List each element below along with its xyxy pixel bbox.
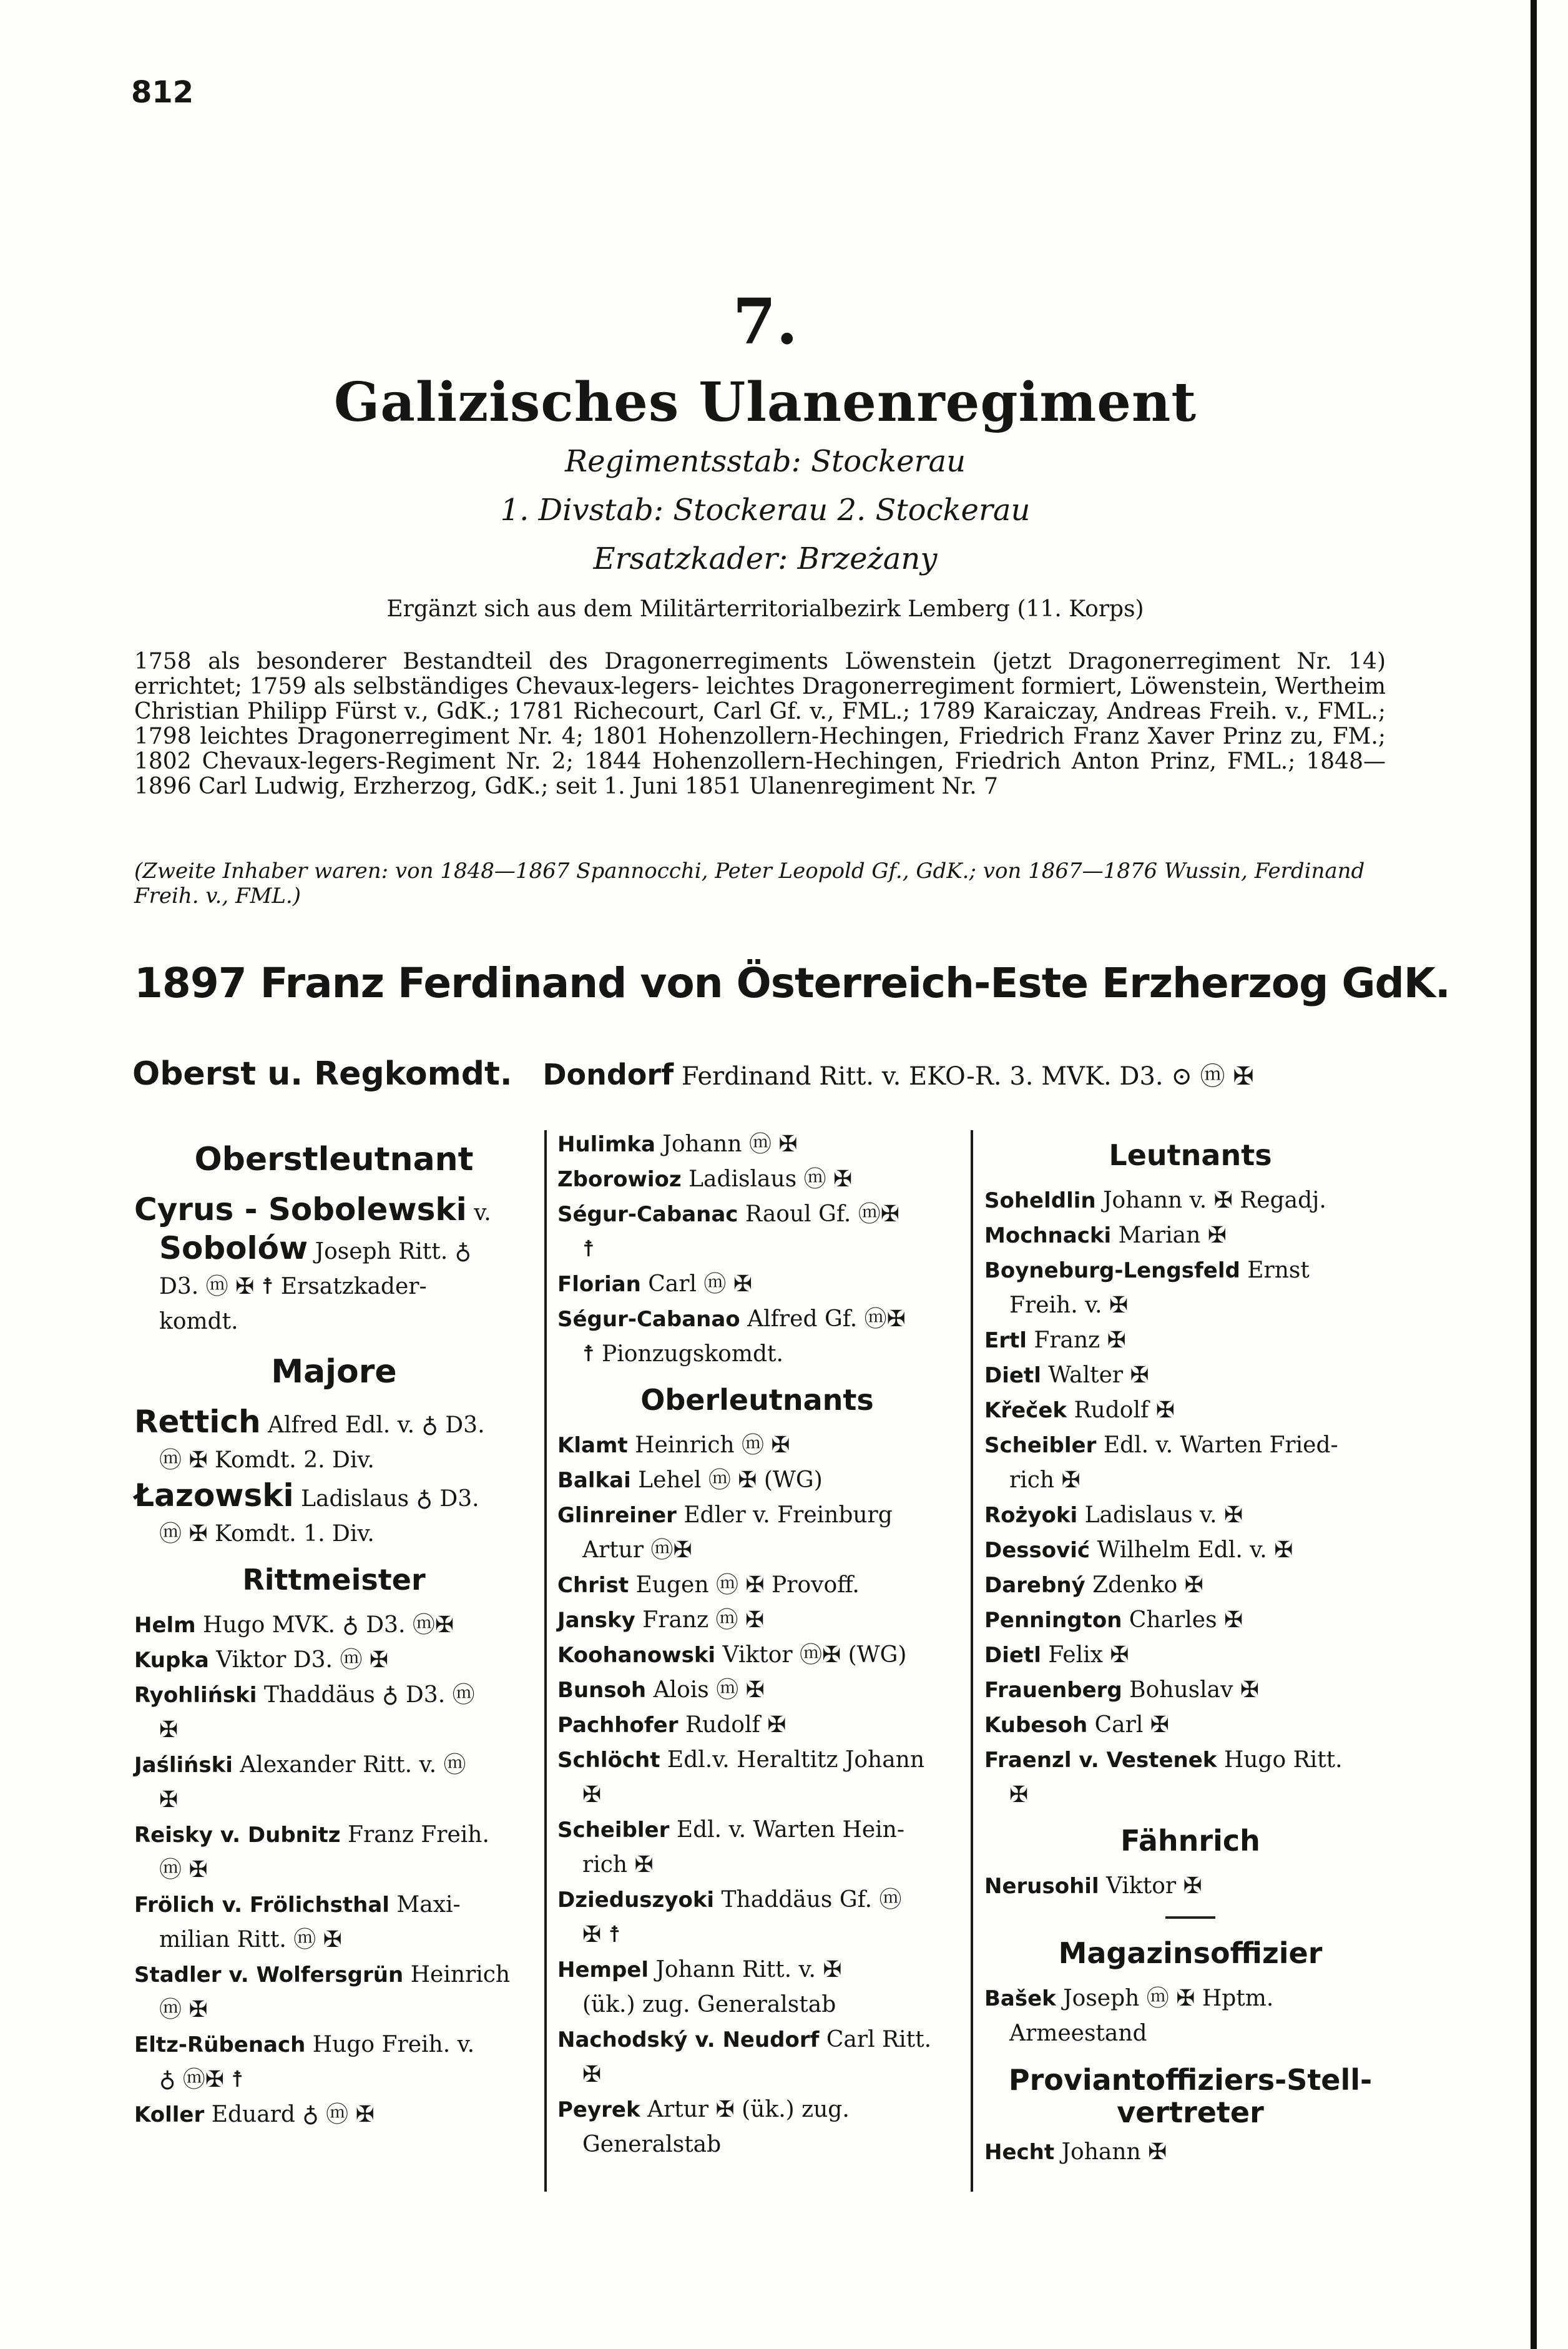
list-entry-continuation xyxy=(557,1232,957,1267)
list-entry xyxy=(557,1708,957,1743)
officer-details: Raoul Gf. ⓜ✠ xyxy=(738,1201,899,1227)
section-divider-rule xyxy=(1165,1916,1215,1919)
officer-surname: Pachhofer xyxy=(557,1713,679,1738)
officer-surname: Schlöcht xyxy=(557,1748,660,1773)
officer-surname: Ségur-Cabanac xyxy=(557,1202,738,1227)
list-entry xyxy=(557,1162,957,1197)
regiment-header xyxy=(0,275,1531,632)
history-paragraph xyxy=(134,649,1386,799)
officer-surname: Dietl xyxy=(984,1363,1041,1388)
list-entry xyxy=(134,1748,534,1783)
officer-surname: Klamt xyxy=(557,1433,628,1458)
officer-details: ✠ xyxy=(582,1782,602,1808)
list-entry-continuation xyxy=(557,1987,957,2022)
officer-surname: Dietl xyxy=(984,1643,1041,1668)
list-entry xyxy=(984,2135,1396,2170)
officer-surname: Christ xyxy=(557,1573,629,1598)
list-entry-continuation xyxy=(134,1231,534,1269)
officer-surname: Boyneburg-Lengsfeld xyxy=(984,1258,1240,1283)
officer-surname: Reisky v. Dubnitz xyxy=(134,1823,341,1848)
officer-details: ⓜ ✠ xyxy=(159,1997,208,2022)
officer-surname: Nerusohil xyxy=(984,1874,1099,1899)
officer-surname: Ségur-Cabanao xyxy=(557,1307,740,1332)
section-title-proviant xyxy=(984,2064,1396,2129)
list-entry-continuation xyxy=(134,1443,534,1478)
list-entry xyxy=(557,1743,957,1778)
list-entry xyxy=(984,1743,1396,1778)
column-divider-2 xyxy=(971,1130,973,2192)
section-title-proviant-line2: vertreter xyxy=(1117,2095,1264,2129)
list-entry xyxy=(557,1463,957,1498)
officer-surname: Kubesoh xyxy=(984,1713,1088,1738)
officer-surname: Dzieduszyoki xyxy=(557,1888,715,1913)
list-entry xyxy=(984,1183,1396,1218)
list-proviant xyxy=(984,2135,1396,2170)
officer-details: Bohuslav ✠ xyxy=(1122,1677,1260,1703)
officer-details: komdt. xyxy=(159,1309,238,1334)
list-entry xyxy=(557,1197,957,1232)
list-entry xyxy=(984,1568,1396,1603)
officer-details: Rudolf ✠ xyxy=(1067,1397,1175,1423)
list-entry-continuation xyxy=(134,1783,534,1818)
oberst-surname: Dondorf xyxy=(542,1058,674,1091)
officer-details: Wilhelm Edl. v. ✠ xyxy=(1090,1537,1293,1563)
officer-surname: Frölich v. Frölichsthal xyxy=(134,1893,390,1918)
section-title-proviant-line1: Proviantoffiziers-Stell- xyxy=(1008,2063,1373,2097)
list-entry xyxy=(984,1981,1396,2016)
list-entry xyxy=(557,1883,957,1918)
list-entry xyxy=(984,1673,1396,1708)
officer-surname: Glinreiner xyxy=(557,1503,677,1528)
officer-details: Hugo MVK. ♁ D3. ⓜ✠ xyxy=(195,1612,454,1638)
list-entry xyxy=(134,1643,534,1678)
officer-details: Armeestand xyxy=(1009,2021,1147,2046)
officer-details: Carl Ritt. xyxy=(819,2027,932,2052)
list-entry xyxy=(984,1498,1396,1533)
officer-surname: Hulimka xyxy=(557,1132,655,1157)
column-2 xyxy=(557,1127,957,2162)
list-entry xyxy=(984,1393,1396,1428)
officer-details: D3. ⓜ ✠ ☨ Ersatzkader- xyxy=(159,1274,427,1299)
officer-details: ✠ ☨ xyxy=(582,1922,621,1948)
officer-details: Alfred Edl. v. ♁ D3. xyxy=(260,1412,485,1438)
officer-details: Carl ✠ xyxy=(1087,1712,1169,1738)
officer-details: ♁ ⓜ✠ ☨ xyxy=(159,2067,243,2092)
officer-details: Ladislaus ⓜ ✠ xyxy=(681,1166,853,1192)
officer-details: Felix ✠ xyxy=(1041,1642,1129,1668)
officer-details: Zdenko ✠ xyxy=(1085,1572,1203,1598)
officer-details: Franz ⓜ ✠ xyxy=(635,1607,765,1633)
list-entry-continuation xyxy=(557,1778,957,1813)
page-edge-border xyxy=(1531,0,1537,2349)
list-leutnants xyxy=(984,1183,1396,1813)
officer-details: Heinrich ⓜ ✠ xyxy=(627,1432,790,1458)
officer-details: milian Ritt. ⓜ ✠ xyxy=(159,1927,342,1953)
officer-surname: Zborowioz xyxy=(557,1167,682,1192)
officer-details: Thaddäus ♁ D3. ⓜ xyxy=(257,1682,475,1708)
officer-details: Artur ⓜ✠ xyxy=(582,1537,692,1563)
officer-details: Viktor D3. ⓜ ✠ xyxy=(208,1647,389,1673)
regiment-number: 7. xyxy=(732,285,798,358)
officer-details: ☨ xyxy=(582,1236,595,1262)
officer-details: Carl ⓜ ✠ xyxy=(640,1271,753,1297)
list-entry xyxy=(134,1608,534,1643)
officer-surname: Jaśliński xyxy=(134,1753,233,1778)
column-3 xyxy=(984,1127,1396,2170)
officer-details: ✠ xyxy=(1009,1782,1029,1808)
officer-surname: Darebný xyxy=(984,1573,1085,1598)
regiment-title: Galizisches Ulanenregiment xyxy=(333,371,1197,434)
list-oberleutnants xyxy=(557,1428,957,2162)
officer-surname: Fraenzl v. Vestenek xyxy=(984,1748,1217,1773)
officer-details: (ük.) zug. Generalstab xyxy=(582,1992,836,2017)
officer-surname: Soheldlin xyxy=(984,1188,1096,1213)
list-entry-continuation xyxy=(984,2016,1396,2051)
officer-details: Johann ⓜ ✠ xyxy=(655,1131,798,1157)
officer-surname: Hecht xyxy=(984,2140,1055,2165)
officer-details: Edler v. Freinburg xyxy=(676,1502,893,1528)
officer-details: Johann v. ✠ Regadj. xyxy=(1095,1188,1326,1213)
officer-surname: Kupka xyxy=(134,1648,209,1673)
column-divider-1 xyxy=(544,1130,547,2192)
list-entry-continuation xyxy=(557,2057,957,2092)
list-entry-continuation xyxy=(134,1269,534,1304)
officer-details: Hugo Ritt. xyxy=(1217,1747,1343,1773)
list-entry-continuation xyxy=(134,2062,534,2097)
officer-details: Walter ✠ xyxy=(1041,1362,1149,1388)
officer-details: Alois ⓜ ✠ xyxy=(646,1677,765,1703)
officer-details: Alexander Ritt. v. ⓜ xyxy=(232,1752,466,1778)
list-magazinsoffizier xyxy=(984,1981,1396,2051)
officer-details: Artur ✠ (ük.) zug. xyxy=(640,2097,850,2122)
officer-details: Hugo Freih. v. xyxy=(305,2032,475,2057)
list-entry-continuation xyxy=(134,1517,534,1552)
list-entry-continuation xyxy=(134,1853,534,1888)
officer-surname: Koller xyxy=(134,2102,205,2127)
officer-surname: Sobolów xyxy=(159,1230,308,1266)
list-entry xyxy=(984,1533,1396,1568)
list-entry xyxy=(134,2027,534,2062)
list-entry xyxy=(984,1253,1396,1288)
officer-surname: Scheibler xyxy=(984,1433,1097,1458)
officer-surname: Pennington xyxy=(984,1608,1122,1633)
section-title-faehnrich: Fähnrich xyxy=(1120,1824,1260,1858)
officer-details: Maxi- xyxy=(389,1892,461,1918)
officer-details: ⓜ ✠ Komdt. 1. Div. xyxy=(159,1521,375,1547)
list-entry xyxy=(557,2092,957,2127)
officer-surname: Dessović xyxy=(984,1538,1090,1563)
officer-details: Franz ✠ xyxy=(1026,1327,1126,1353)
list-entry xyxy=(557,1603,957,1638)
page-number: 812 xyxy=(131,75,194,110)
officer-details: Edl.v. Heraltitz Johann xyxy=(660,1747,925,1773)
officer-surname: Rettich xyxy=(134,1404,261,1440)
list-entry-continuation xyxy=(557,1848,957,1883)
list-entry-continuation xyxy=(557,1918,957,1953)
list-rittmeister xyxy=(134,1608,534,2132)
officer-surname: Peyrek xyxy=(557,2097,640,2122)
officer-details: rich ✠ xyxy=(1009,1467,1080,1493)
list-entry-continuation xyxy=(134,1923,534,1958)
officer-details: Marian ✠ xyxy=(1111,1223,1227,1248)
officer-details: Alfred Gf. ⓜ✠ xyxy=(740,1306,906,1332)
officer-surname: Eltz-Rübenach xyxy=(134,2032,306,2057)
officer-details: Franz Freih. xyxy=(340,1822,489,1848)
officer-details: Joseph ⓜ ✠ Hptm. xyxy=(1056,1986,1274,2011)
list-entry xyxy=(134,1478,534,1517)
list-entry-continuation xyxy=(984,1463,1396,1498)
officer-surname: Bunsoh xyxy=(557,1678,647,1703)
list-entry xyxy=(134,1888,534,1923)
regimentsstab: Regimentsstab: Stockerau xyxy=(565,444,966,479)
officer-surname: Koohanowski xyxy=(557,1643,716,1668)
list-entry-continuation xyxy=(557,1533,957,1568)
list-entry-continuation xyxy=(984,1288,1396,1323)
list-entry xyxy=(557,1127,957,1162)
officer-surname: Stadler v. Wolfersgrün xyxy=(134,1962,404,1987)
officer-details: Joseph Ritt. ♁ xyxy=(308,1239,471,1264)
officer-details: ✠ xyxy=(159,1717,179,1743)
list-entry xyxy=(134,1404,534,1443)
officer-details: Thaddäus Gf. ⓜ xyxy=(714,1887,902,1913)
officer-details: Ladislaus ♁ D3. xyxy=(293,1486,479,1512)
oberst-line xyxy=(132,1049,1399,1101)
list-entry-continuation xyxy=(984,1778,1396,1813)
list-entry xyxy=(557,1673,957,1708)
column-1 xyxy=(134,1127,534,2132)
list-entry xyxy=(557,1498,957,1533)
oberst-rank: Oberst u. Regkomdt. xyxy=(132,1055,512,1093)
officer-details: rich ✠ xyxy=(582,1852,654,1878)
list-entry xyxy=(557,1638,957,1673)
officer-details: ☨ Pionzugskomdt. xyxy=(582,1341,783,1367)
list-oberstleutnant xyxy=(134,1192,534,1339)
list-entry xyxy=(984,1358,1396,1393)
list-entry xyxy=(557,2022,957,2057)
list-entry xyxy=(134,1192,534,1231)
officer-details: Johann Ritt. v. ✠ xyxy=(649,1957,842,1982)
divstab: 1. Divstab: Stockerau 2. Stockerau xyxy=(500,493,1031,528)
officer-surname: Helm xyxy=(134,1613,196,1638)
officer-details: Ladislaus v. ✠ xyxy=(1077,1502,1243,1528)
history-text: 1758 als besonderer Bestandteil des Dragonerregiments Löwenstein (jetzt Dragonerregiment Nr. 14) errichtet; 1759 als selbständiges Chevaux-legers- leichtes Dragonerregiment formiert, Löwenstein, Wertheim Christian Philipp Fürst v., GdK.; 1781 Richecourt, Carl Gf. v., FML.; 1789 Karaiczay, Andreas Freih. v., FML.; 1798 leichtes Dragonerregiment Nr. 4; 1801 Hohenzollern-Hechingen, Friedrich Franz Xaver Prinz zu, FM.; 1802 Chevaux-legers-Regiment Nr. 2; 1844 Hohenzollern-Hechingen, Friedrich Anton Prinz, FML.; 1848—1896 Carl Ludwig, Erzherzog, GdK.; seit 1. Juni 1851 Ulanenregiment Nr. 7 xyxy=(134,649,1386,799)
officer-details: Edl. v. Warten Hein- xyxy=(669,1817,905,1843)
list-entry xyxy=(984,1323,1396,1358)
list-entry xyxy=(984,1428,1396,1463)
officer-details: Lehel ⓜ ✠ (WG) xyxy=(630,1467,823,1493)
officer-details: ⓜ ✠ Komdt. 2. Div. xyxy=(159,1447,375,1473)
officer-details: Johann ✠ xyxy=(1054,2139,1167,2165)
section-title-majore: Majore xyxy=(271,1353,397,1391)
officer-surname: Jansky xyxy=(557,1608,635,1633)
officer-details: Eugen ⓜ ✠ Provoff. xyxy=(629,1572,860,1598)
officer-surname: Bašek xyxy=(984,1986,1056,2011)
officer-details: Eduard ♁ ⓜ ✠ xyxy=(204,2102,375,2127)
list-entry xyxy=(984,1708,1396,1743)
officer-details: ⓜ ✠ xyxy=(159,1857,208,1883)
list-entry-continuation xyxy=(134,1992,534,2027)
ergaenzung-line: Ergänzt sich aus dem Militärterritorialbezirk Lemberg (11. Korps) xyxy=(386,596,1144,622)
officer-surname: Łazowski xyxy=(134,1477,294,1514)
officer-surname: Florian xyxy=(557,1272,641,1297)
officer-surname: Hempel xyxy=(557,1958,649,1982)
section-title-rittmeister: Rittmeister xyxy=(242,1563,426,1597)
section-title-magazinsoffizier: Magazinsoffizier xyxy=(1058,1936,1323,1970)
officer-details: ✠ xyxy=(159,1787,179,1813)
inhaber-line: 1897 Franz Ferdinand von Österreich-Este Erzherzog GdK. xyxy=(134,959,1450,1007)
list-oberleutnants-top xyxy=(557,1127,957,1372)
section-title-leutnants: Leutnants xyxy=(1109,1138,1272,1172)
list-majore xyxy=(134,1404,534,1552)
list-entry xyxy=(134,2097,534,2132)
officer-details: Freih. v. ✠ xyxy=(1009,1293,1129,1318)
list-entry xyxy=(557,1302,957,1337)
officer-surname: Ryohliński xyxy=(134,1683,257,1708)
list-entry-continuation xyxy=(557,1337,957,1372)
officer-details: Viktor ⓜ✠ (WG) xyxy=(715,1642,907,1668)
officer-surname: Balkai xyxy=(557,1468,631,1493)
list-entry xyxy=(557,1568,957,1603)
list-entry xyxy=(984,1869,1396,1904)
list-entry xyxy=(984,1603,1396,1638)
second-owners-note: (Zweite Inhaber waren: von 1848—1867 Spannocchi, Peter Leopold Gf., GdK.; von 1867—1876 Wussin, Ferdinand Freih. v., FML.) xyxy=(134,859,1365,909)
list-entry xyxy=(557,1428,957,1463)
ersatzkader: Ersatzkader: Brzeżany xyxy=(593,541,938,576)
list-entry xyxy=(984,1638,1396,1673)
list-entry xyxy=(557,1267,957,1302)
officer-details: v. xyxy=(466,1200,491,1226)
list-entry-continuation xyxy=(134,1304,534,1339)
list-entry-continuation xyxy=(134,1713,534,1748)
list-entry xyxy=(134,1958,534,1992)
officer-details: Viktor ✠ xyxy=(1099,1873,1202,1899)
officer-surname: Rożyoki xyxy=(984,1503,1078,1528)
list-entry xyxy=(557,1813,957,1848)
officer-details: Rudolf ✠ xyxy=(678,1712,786,1738)
list-entry xyxy=(984,1218,1396,1253)
officer-surname: Křeček xyxy=(984,1398,1067,1423)
section-title-oberstleutnant: Oberstleutnant xyxy=(194,1141,474,1178)
officer-details: ✠ xyxy=(582,2062,602,2087)
officer-details: Ernst xyxy=(1240,1258,1310,1283)
list-entry-continuation xyxy=(557,2127,957,2162)
officer-surname: Mochnacki xyxy=(984,1223,1112,1248)
officer-details: Charles ✠ xyxy=(1122,1607,1243,1633)
oberst-details: Ferdinand Ritt. v. EKO-R. 3. MVK. D3. ⊙ ⓜ ✠ xyxy=(681,1062,1254,1091)
list-entry xyxy=(134,1818,534,1853)
officer-surname: Ertl xyxy=(984,1328,1027,1353)
officer-surname: Cyrus - Sobolewski xyxy=(134,1191,467,1228)
officer-surname: Nachodský v. Neudorf xyxy=(557,2027,820,2052)
officer-surname: Frauenberg xyxy=(984,1678,1122,1703)
section-title-oberleutnants: Oberleutnants xyxy=(640,1383,874,1417)
officer-surname: Scheibler xyxy=(557,1818,670,1843)
officer-details: Generalstab xyxy=(582,2132,722,2157)
list-entry xyxy=(557,1953,957,1987)
list-entry xyxy=(134,1678,534,1713)
officer-details: Edl. v. Warten Fried- xyxy=(1096,1432,1338,1458)
officer-details: Heinrich xyxy=(403,1962,511,1987)
list-faehnrich xyxy=(984,1869,1396,1904)
